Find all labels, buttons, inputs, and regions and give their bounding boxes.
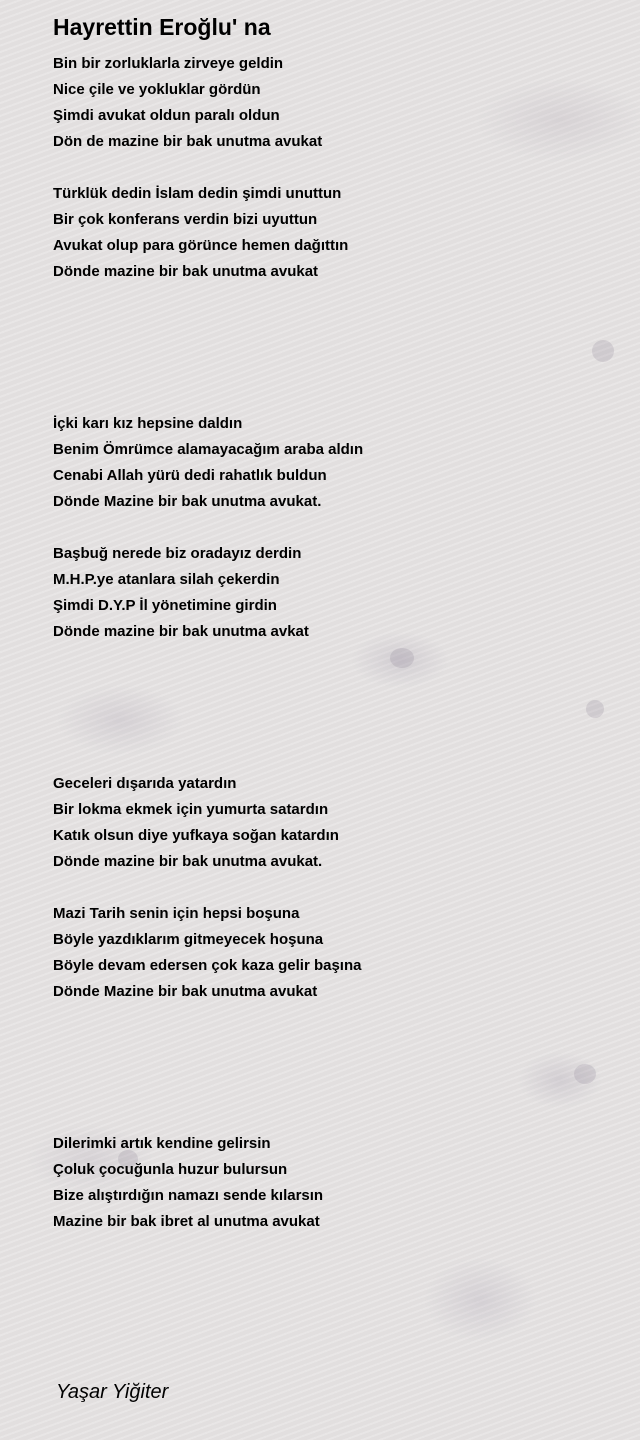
poem-line: Türklük dedin İslam dedin şimdi unuttun	[53, 185, 342, 202]
ink-blot-decoration	[390, 648, 414, 668]
poem-line: Dilerimki artık kendine gelirsin	[53, 1135, 271, 1152]
poem-line: Çoluk çocuğunla huzur bulursun	[53, 1161, 288, 1178]
poem-line: Mazi Tarih senin için hepsi boşuna	[53, 905, 300, 922]
stanza	[53, 411, 363, 515]
poem-line: Geceleri dışarıda yatardın	[53, 775, 237, 792]
poem-line: Dönde mazine bir bak unutma avukat	[53, 263, 319, 280]
poem-line: Katık olsun diye yufkaya soğan katardın	[53, 827, 339, 844]
poem-line: Avukat olup para görünce hemen dağıttın	[53, 237, 349, 254]
poem-line: Bize alıştırdığın namazı sende kılarsın	[53, 1187, 324, 1204]
poem-line: M.H.P.ye atanlara silah çekerdin	[53, 571, 280, 588]
poem-line: Şimdi avukat oldun paralı oldun	[53, 107, 280, 124]
poem-line: Dönde mazine bir bak unutma avkat	[53, 623, 309, 640]
poem-line: Benim Ömrümce alamayacağım araba aldın	[53, 441, 364, 458]
stanza	[53, 1131, 323, 1235]
ink-blot-decoration	[586, 700, 604, 718]
poem-line: Şimdi D.Y.P İl yönetimine girdin	[53, 597, 277, 614]
poem-line: Dönde mazine bir bak unutma avukat.	[53, 853, 323, 870]
poem-line: Bir çok konferans verdin bizi uyuttun	[53, 211, 318, 228]
poem-line: Böyle yazdıklarım gitmeyecek hoşuna	[53, 931, 324, 948]
poem-line: Böyle devam edersen çok kaza gelir başına	[53, 957, 362, 974]
stanza	[53, 51, 322, 155]
poem-line: İçki karı kız hepsine daldın	[53, 415, 243, 432]
poem-line: Nice çile ve yokluklar gördün	[53, 81, 261, 98]
ink-blot-decoration	[592, 340, 614, 362]
poem-line: Dön de mazine bir bak unutma avukat	[53, 133, 323, 150]
poem-line: Cenabi Allah yürü dedi rahatlık buldun	[53, 467, 327, 484]
poem-line: Bin bir zorluklarla zirveye geldin	[53, 55, 284, 72]
stanza	[53, 181, 348, 285]
poem-line: Mazine bir bak ibret al unutma avukat	[53, 1213, 320, 1230]
poem-line: Bir lokma ekmek için yumurta satardın	[53, 801, 329, 818]
poem-author: Yaşar Yiğiter	[56, 1381, 169, 1403]
stanza	[53, 901, 361, 1005]
ink-blot-decoration	[574, 1064, 596, 1084]
poem-title: Hayrettin Eroğlu' na	[53, 14, 271, 40]
poem-line: Dönde Mazine bir bak unutma avukat.	[53, 493, 322, 510]
poem-line: Dönde Mazine bir bak unutma avukat	[53, 983, 318, 1000]
poem-line: Başbuğ nerede biz oradayız derdin	[53, 545, 302, 562]
stanza	[53, 771, 339, 875]
stanza	[53, 541, 309, 645]
